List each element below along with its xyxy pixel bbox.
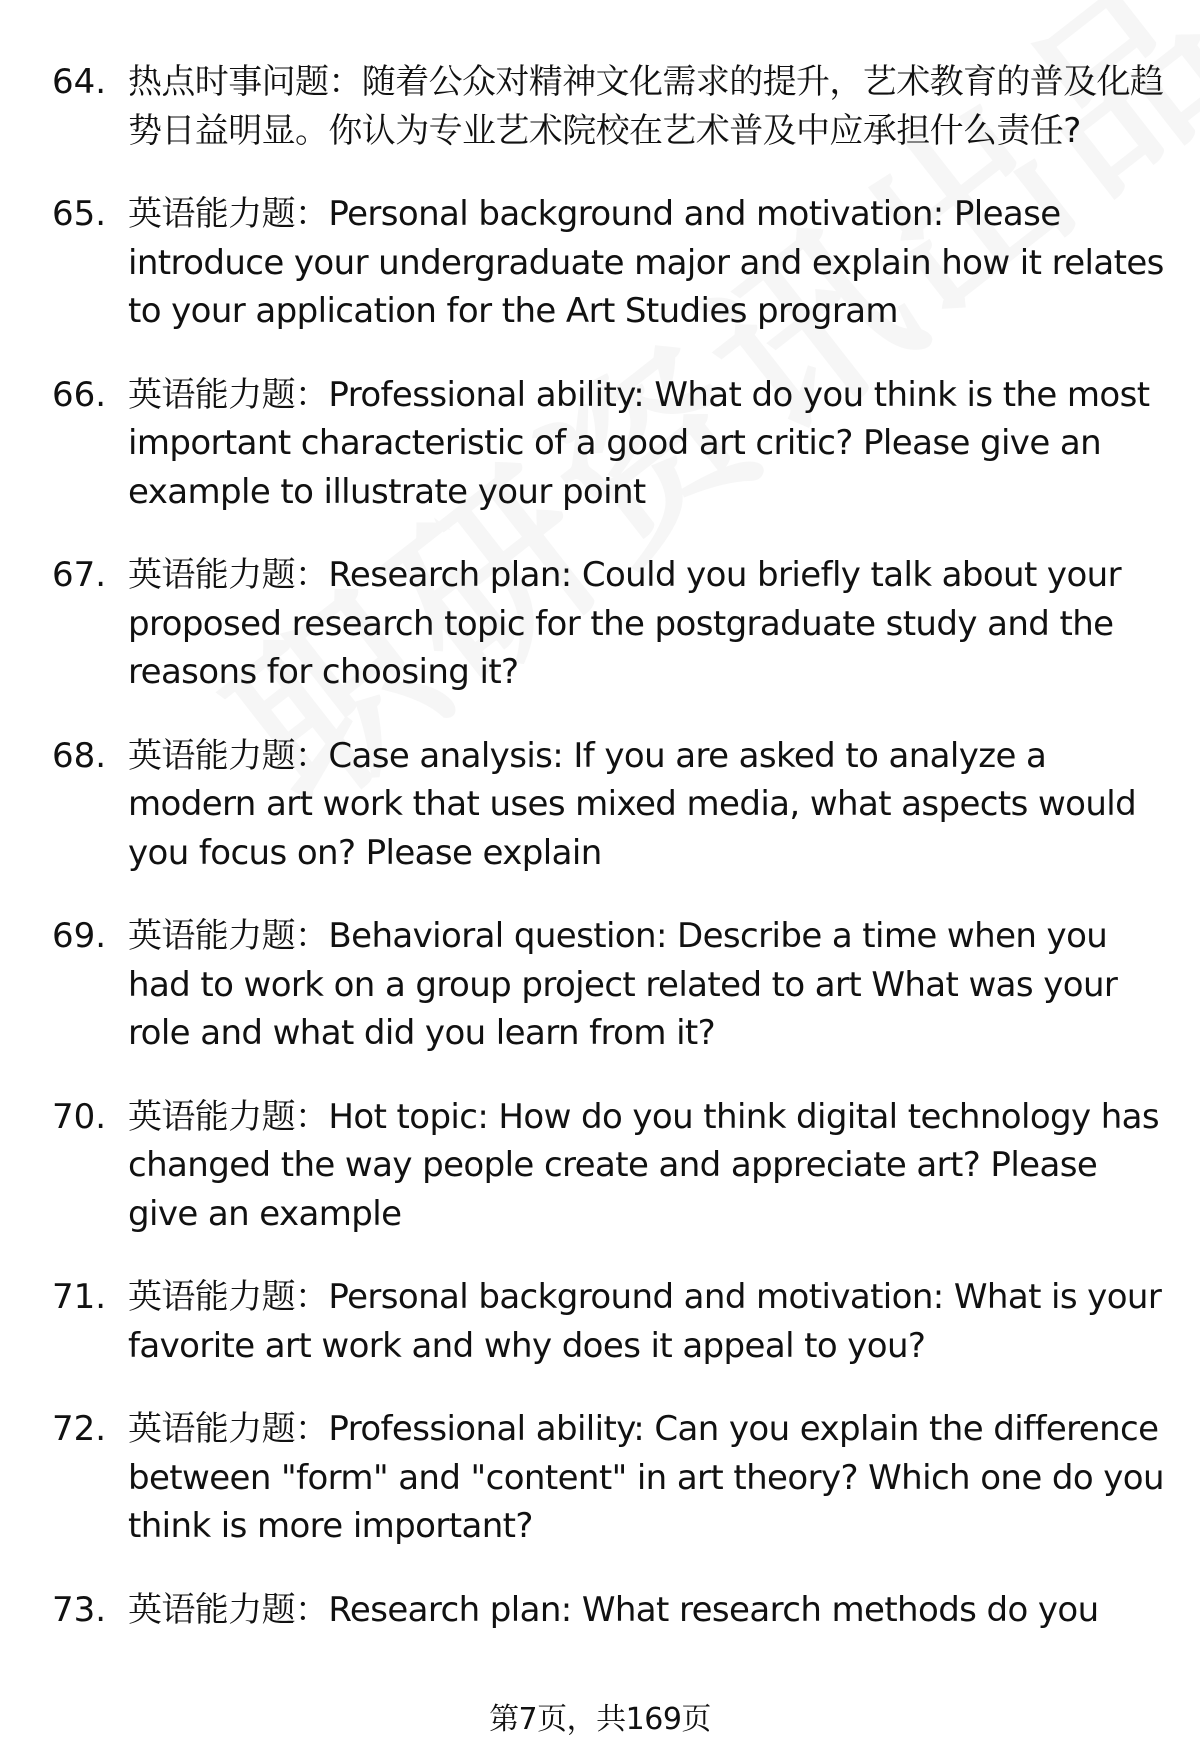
question-text: 英语能力题：Case analysis: If you are asked to analyze a modern art work that uses mixed media, what aspects would you focus on? Please explain [128,735,1137,873]
question-number: 64. [52,62,107,102]
question-text: 英语能力题：Behavioral question: Describe a time when you had to work on a group project related to art What was your role and what did you learn from it? [128,916,1118,1053]
question-item [0,190,1200,336]
question-number: 68. [52,735,107,776]
question-number: 70. [52,1096,107,1137]
question-item [0,912,1200,1058]
question-number: 67. [52,555,107,595]
question-list [0,58,1200,1669]
question-item [0,1586,1200,1635]
question-text: 英语能力题：Professional ability: Can you explain the difference between "form" and "content" in art theory? Which one do you think is more important? [128,1409,1164,1546]
question-item [0,1273,1200,1370]
question-item [0,551,1200,697]
question-text: 英语能力题：Personal background and motivation: What is your favorite art work and why does it appeal to you? [128,1277,1162,1366]
question-item [0,1093,1200,1239]
question-text: 英语能力题：Research plan: Could you briefly talk about your proposed research topic for the postgraduate study and the reasons for choosing it? [128,555,1121,692]
question-text: 热点时事问题：随着公众对精神文化需求的提升，艺术教育的普及化趋势日益明显。你认为专业艺术院校在艺术普及中应承担什么责任? [128,62,1164,151]
question-item [0,58,1200,155]
question-text: 英语能力题：Personal background and motivation: Please introduce your undergraduate major and explain how it relates to your application for the Art Studies program [128,194,1164,331]
question-item [0,1405,1200,1551]
question-text: 英语能力题：Research plan: What research methods do you [128,1589,1099,1630]
page-footer: 第7页，共169页 [489,1702,711,1737]
question-number: 72. [52,1409,107,1449]
question-number: 69. [52,916,107,956]
question-text: 英语能力题：Hot topic: How do you think digital technology has changed the way people create and appreciate art? Please give an example [128,1096,1160,1234]
question-number: 73. [52,1589,107,1630]
question-text: 英语能力题：Professional ability: What do you think is the most important characteristic of a good art critic? Please give an example to illustrate your point [128,374,1150,512]
question-number: 65. [52,194,107,234]
question-number: 66. [52,374,107,415]
question-item [0,732,1200,878]
question-number: 71. [52,1277,107,1317]
question-item [0,371,1200,517]
